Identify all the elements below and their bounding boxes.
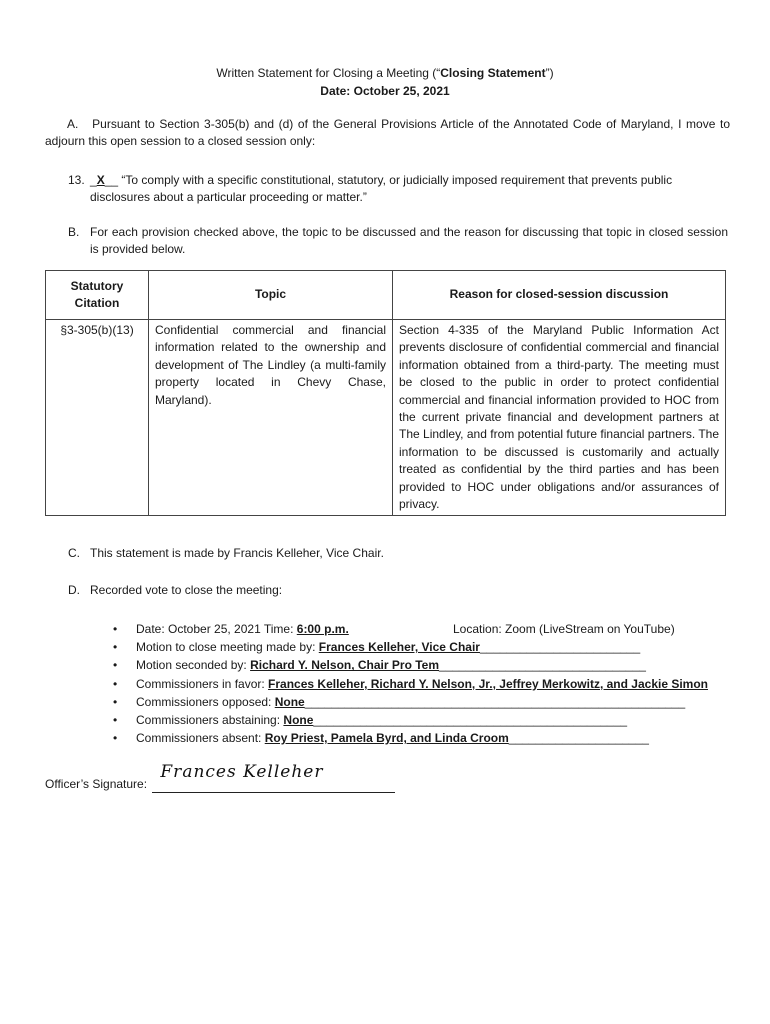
bullet-icon: •: [113, 694, 118, 709]
favor-value: Frances Kelleher, Richard Y. Nelson, Jr., Jeffrey Merkowitz, and Jackie Simon: [268, 676, 709, 691]
signature-block: [45, 762, 395, 793]
section-d-text: Recorded vote to close the meeting:: [90, 583, 283, 597]
cell-reason: Section 4-335 of the Maryland Public Information Act prevents disclosure of confidential commercial and financial information obtained from a third-party. The meeting must be closed to the public in order to protect confidential commercial and financial information provided to HOC from the current private financial and development partners at The Lindley, and from potential future financial partners. The information to be discussed is customarily and actually treated as confidential by the third parties and has been provided to HOC under obligations and/or assurances of privacy.: [393, 320, 726, 516]
signature-line: [152, 762, 395, 793]
abstaining-label: Commissioners abstaining:: [136, 713, 284, 728]
document-title: [0, 66, 770, 81]
section-a: [45, 116, 730, 150]
provision-13-number: 13.: [68, 173, 85, 187]
absent-blank-line: _____________________: [508, 731, 649, 746]
cell-citation: §3-305(b)(13): [46, 320, 149, 516]
table-header-row: [46, 271, 726, 320]
meeting-time: 6:00 p.m.: [296, 622, 349, 636]
bullet-icon: •: [113, 676, 118, 691]
seconded-value: Richard Y. Nelson, Chair Pro Tem: [250, 658, 440, 673]
vote-abstaining: [113, 711, 733, 729]
vote-motion: [113, 638, 733, 656]
bullet-icon: •: [113, 658, 118, 673]
section-c-label: C.: [68, 546, 80, 560]
vote-seconded: [113, 656, 733, 674]
date-time-label: Date: October 25, 2021 Time:: [136, 622, 297, 636]
opposed-value: None: [274, 694, 305, 709]
bullet-icon: •: [113, 713, 118, 728]
section-a-text: Pursuant to Section 3-305(b) and (d) of the General Provisions Article of the Annotated Code of Maryland, I move to adjourn this open session to a closed session only:: [45, 117, 730, 148]
section-b-text: For each provision checked above, the topic to be discussed and the reason for discussing that topic in closed session is provided below.: [90, 225, 728, 256]
section-b-label: B.: [68, 225, 80, 239]
motion-blank-line: ________________________: [479, 640, 641, 655]
provision-13-text: [90, 172, 728, 206]
header-reason: Reason for closed-session discussion: [393, 271, 726, 320]
abstaining-blank-line: _______________________________________________: [313, 713, 628, 728]
meeting-location: Location: Zoom (LiveStream on YouTube): [453, 622, 675, 636]
bullet-icon: •: [113, 640, 118, 655]
checkmark-blank-post: __: [104, 173, 119, 187]
absent-label: Commissioners absent:: [136, 731, 265, 746]
favor-label: Commissioners in favor:: [136, 676, 269, 691]
abstaining-value: None: [283, 713, 314, 728]
section-a-label: A.: [67, 117, 79, 131]
opposed-blank-line: _________________________________________________________: [304, 694, 686, 709]
handwritten-signature: Frances Kelleher: [160, 762, 324, 782]
title-suffix: ”): [545, 66, 554, 80]
absent-value: Roy Priest, Pamela Byrd, and Linda Croom: [264, 731, 509, 746]
vote-list: [113, 620, 733, 747]
header-statutory-citation: Statutory Citation: [46, 271, 149, 320]
title-bold: Closing Statement: [440, 66, 546, 80]
opposed-label: Commissioners opposed:: [136, 694, 275, 709]
vote-in-favor: [113, 675, 733, 693]
checkmark-x: X: [96, 173, 105, 187]
vote-date-time: [113, 620, 733, 638]
cell-topic: Confidential commercial and financial information related to the ownership and development of The Lindley (a multi-family property located in Chevy Chase, Maryland).: [149, 320, 393, 516]
motion-value: Frances Kelleher, Vice Chair: [318, 640, 480, 655]
provision-table: [45, 270, 726, 516]
title-prefix: Written Statement for Closing a Meeting (“: [216, 66, 441, 80]
bullet-icon: •: [113, 622, 118, 636]
signature-label: Officer’s Signature:: [45, 777, 151, 791]
vote-absent: [113, 729, 733, 747]
document-date: Date: October 25, 2021: [320, 84, 450, 98]
bullet-icon: •: [113, 731, 118, 746]
provision-13-quote: “To comply with a specific constitutional, statutory, or judicially imposed requirement that prevents public disclosures about a particular proceeding or matter.”: [90, 173, 673, 204]
header-topic: Topic: [149, 271, 393, 320]
seconded-label: Motion seconded by:: [136, 658, 251, 673]
section-c-text: This statement is made by Francis Kelleher, Vice Chair.: [90, 546, 384, 560]
checkmark-blank-pre: _: [90, 173, 97, 187]
section-d-label: D.: [68, 583, 80, 597]
table-row: [46, 320, 726, 516]
vote-opposed: [113, 693, 733, 711]
motion-label: Motion to close meeting made by:: [136, 640, 319, 655]
seconded-blank-line: _______________________________: [439, 658, 646, 673]
